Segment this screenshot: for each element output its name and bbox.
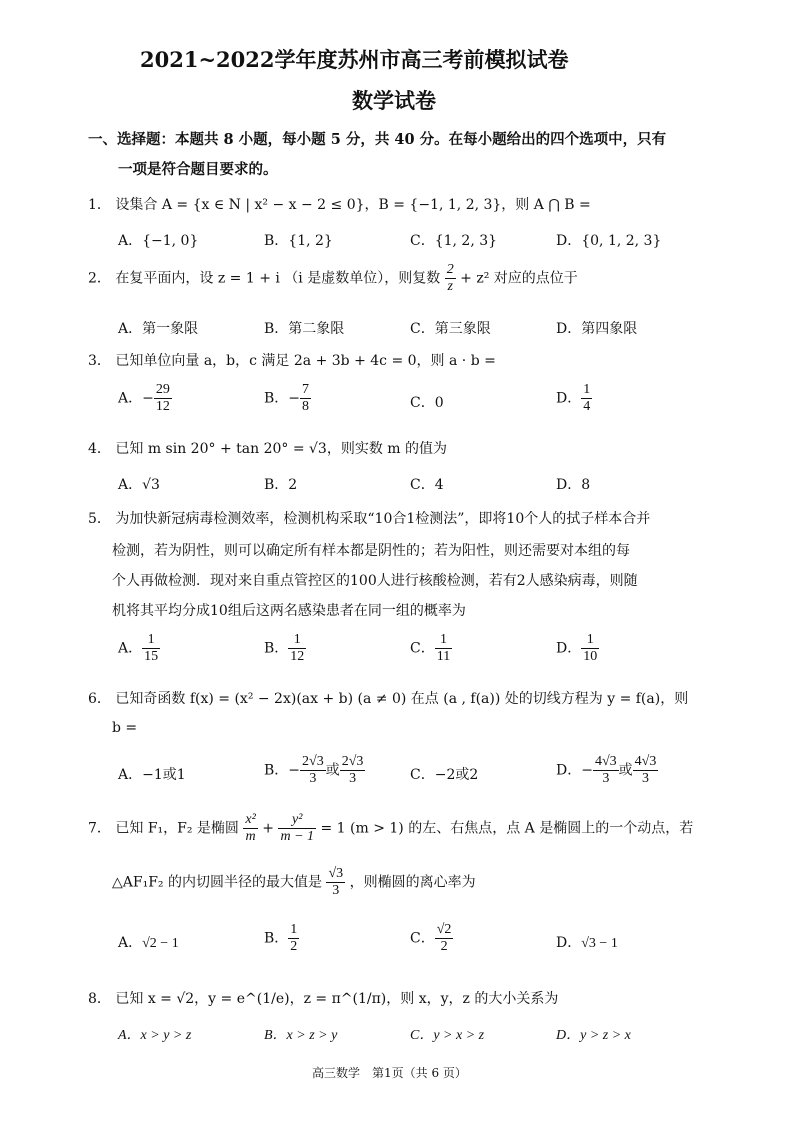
section-heading-line1: 一、选择题：本题共 8 小题，每小题 5 分，共 40 分。在每小题给出的四个选项中，只有 (88, 131, 667, 148)
q7-option-d (556, 932, 618, 952)
frac-numerator: 1 (439, 632, 447, 647)
frac-denominator: 3 (326, 882, 345, 899)
frac-numerator: 2√3 (302, 754, 324, 769)
frac-denominator: 8 (302, 399, 310, 415)
question-6 (88, 688, 688, 708)
question-number: 8． (88, 991, 111, 1007)
question-stem: 设集合 A = {x ∈ N | x² − x − 2 ≤ 0}，B = {−1, 1, 2, 3}，则 A ⋂ B = (115, 197, 591, 213)
q4-option-a: A．√3 (118, 477, 160, 493)
frac-denominator: 3 (340, 770, 366, 787)
question-4 (88, 438, 447, 458)
frac-numerator: y² (292, 812, 303, 827)
question-number: 5． (88, 511, 111, 527)
q7-option-a (118, 932, 179, 952)
frac-numerator: 2√3 (341, 754, 364, 769)
question-stem-line1: 为加快新冠病毒检测效率，检测机构采取“10合1检测法”，即将10个人的拭子样本合并 (115, 511, 651, 527)
option-label: D． (556, 762, 582, 779)
frac-denominator: 15 (144, 649, 159, 665)
q5-option-d (556, 632, 599, 665)
question-6-line2: b = (112, 720, 138, 736)
option-label: C． (410, 640, 435, 657)
frac-numerator: √3 (328, 866, 344, 881)
question-number: 2． (88, 270, 111, 287)
q5-option-a (118, 632, 160, 665)
q3-option-b (264, 382, 311, 415)
option-label: D． (556, 390, 582, 407)
frac-numerator: √2 (436, 922, 452, 937)
q2-option-c: C．第三象限 (410, 321, 491, 337)
or-word: 或 (325, 762, 340, 779)
q8-option-b: B．x > z > y (264, 1028, 338, 1043)
question-number: 7． (88, 820, 111, 837)
q5-option-b (264, 632, 306, 665)
frac-denominator: m (243, 828, 257, 845)
question-5-line2: 检测，若为阴性，则可以确定所有样本都是阴性的；若为阳性，则还需要对本组的每 (112, 543, 630, 559)
q7-option-b (264, 922, 299, 955)
q4-option-d: D．8 (556, 477, 591, 493)
q1-option-c: C．{1, 2, 3} (410, 233, 498, 249)
exam-title: 2021~2022学年度苏州市高三考前模拟试卷 (140, 47, 569, 72)
question-7-line2 (112, 866, 476, 899)
option-value: 0 (434, 395, 444, 411)
option-label: A． (118, 935, 143, 951)
q3-option-a (118, 382, 172, 415)
frac-numerator: 4√3 (634, 754, 657, 769)
q3-option-c (410, 392, 444, 412)
option-sign: − (288, 390, 301, 407)
frac-denominator: 11 (436, 649, 451, 665)
q4-option-c: C．4 (410, 477, 444, 493)
option-label: B． (264, 930, 289, 947)
question-stem-line1: 已知奇函数 f(x) = (x² − 2x)(ax + b) (a ≠ 0) 在点 (a , f(a)) 处的切线方程为 y = f(a)，则 (115, 691, 689, 707)
question-number: 1． (88, 197, 111, 213)
question-8 (88, 988, 558, 1008)
question-number: 6． (88, 691, 111, 707)
frac-denominator: 12 (290, 649, 305, 665)
q6-option-c: C．−2或2 (410, 767, 479, 783)
option-label: D． (556, 935, 582, 951)
option-label: D． (556, 640, 582, 657)
question-5 (88, 508, 650, 528)
q8-option-a: A．x > y > z (118, 1028, 192, 1043)
q1-option-b: B．{1, 2} (264, 233, 333, 249)
question-5-line3: 个人再做检测．现对来自重点管控区的100人进行核酸检测，若有2人感染病毒，则随 (112, 573, 638, 589)
frac-denominator: 3 (593, 770, 619, 787)
q6-option-a: A．−1或1 (118, 767, 186, 783)
q8-option-d: D．y > z > x (556, 1028, 631, 1043)
question-1 (88, 194, 591, 214)
frac-numerator: 4√3 (594, 754, 617, 769)
option-value: √3 − 1 (581, 936, 618, 951)
question-3 (88, 350, 496, 370)
option-label: A． (118, 640, 143, 657)
q2-option-a: A．第一象限 (118, 321, 199, 337)
question-stem: 已知单位向量 a，b，c 满足 2a + 3b + 4c = 0，则 a · b = (115, 353, 496, 369)
frac-denominator: 12 (155, 399, 170, 415)
option-label: C． (410, 395, 435, 411)
question-5-line4: 机将其平均分成10组后这两名感染患者在同一组的概率为 (112, 603, 466, 619)
q8-option-c: C．y > x > z (410, 1028, 485, 1043)
exam-subtitle: 数学试卷 (352, 88, 436, 113)
question-number: 4． (88, 441, 111, 457)
fraction-2-over-z (445, 262, 456, 295)
q4-option-b: B．2 (264, 477, 298, 493)
q1-option-d: D．{0, 1, 2, 3} (556, 233, 662, 249)
q2-option-d: D．第四象限 (556, 321, 638, 337)
option-label: B． (264, 640, 289, 657)
question-2 (88, 262, 578, 295)
question-stem-c: △AF₁F₂ 的内切圆半径的最大值是 (112, 874, 322, 891)
frac-denominator: m − 1 (280, 829, 315, 845)
option-value: √2 − 1 (142, 936, 179, 951)
frac-numerator: 1 (293, 632, 301, 647)
frac-numerator: 1 (290, 922, 298, 937)
frac-numerator: 7 (302, 382, 310, 397)
frac-numerator: 1 (586, 632, 594, 647)
option-label: A． (118, 390, 143, 407)
option-sign: − (142, 390, 154, 407)
frac-denominator: z (445, 278, 456, 295)
question-stem: 已知 m sin 20° + tan 20° = √3，则实数 m 的值为 (115, 441, 448, 457)
q6-option-d: D．− $\frac{4√3}{3}$ 或 $\frac{4√3}{3}$ (556, 754, 657, 787)
frac-denominator: 10 (583, 649, 598, 665)
question-7: 7． 已知 F₁，F₂ 是椭圆 $\frac{\text{x²}}{m}$ + $\frac{\text{y²}}{m - 1}$ = 1 (m > 1) 的左、右焦点，点 A 是椭圆上的一个动点，若 (88, 812, 694, 845)
frac-numerator: 1 (147, 632, 155, 647)
option-label: B． (264, 390, 289, 407)
question-stem-b: = 1 (m > 1) 的左、右焦点，点 A 是椭圆上的一个动点，若 (320, 820, 694, 837)
section-heading-line2: 一项是符合题目要求的。 (118, 161, 278, 178)
frac-denominator: 3 (633, 770, 659, 787)
frac-denominator: 2 (290, 939, 298, 955)
frac-numerator: 29 (155, 382, 170, 397)
q2-option-b: B．第二象限 (264, 321, 345, 337)
frac-denominator: 3 (300, 770, 326, 787)
page-footer: 高三数学 第1页（共 6 页） (312, 1066, 467, 1080)
question-stem: 已知 x = √2，y = e^(1/e)，z = π^(1/π)，则 x，y，z 的大小关系为 (115, 991, 559, 1007)
question-stem-a: 已知 F₁，F₂ 是椭圆 (115, 820, 239, 837)
option-label: C． (410, 930, 435, 947)
question-number: 3． (88, 353, 111, 369)
question-stem-a: 在复平面内，设 z = 1 + i （i 是虚数单位），则复数 (115, 270, 441, 287)
question-stem-d: ，则椭圆的离心率为 (349, 874, 476, 891)
frac-denominator: 2 (435, 938, 454, 955)
option-label: B． (264, 762, 289, 779)
frac-numerator: x² (245, 812, 256, 827)
q3-option-d (556, 382, 592, 415)
q6-option-b: B．− $\frac{2√3}{3}$ 或 $\frac{2√3}{3}$ (264, 754, 364, 787)
q7-option-c (410, 922, 453, 955)
q1-option-a: A．{−1, 0} (118, 233, 199, 249)
question-stem-b: + z² 对应的点位于 (460, 270, 578, 287)
frac-numerator: 1 (583, 382, 591, 397)
or-word: 或 (618, 762, 633, 779)
q5-option-c (410, 632, 452, 665)
frac-denominator: 4 (583, 399, 591, 415)
frac-numerator: 2 (446, 262, 454, 277)
